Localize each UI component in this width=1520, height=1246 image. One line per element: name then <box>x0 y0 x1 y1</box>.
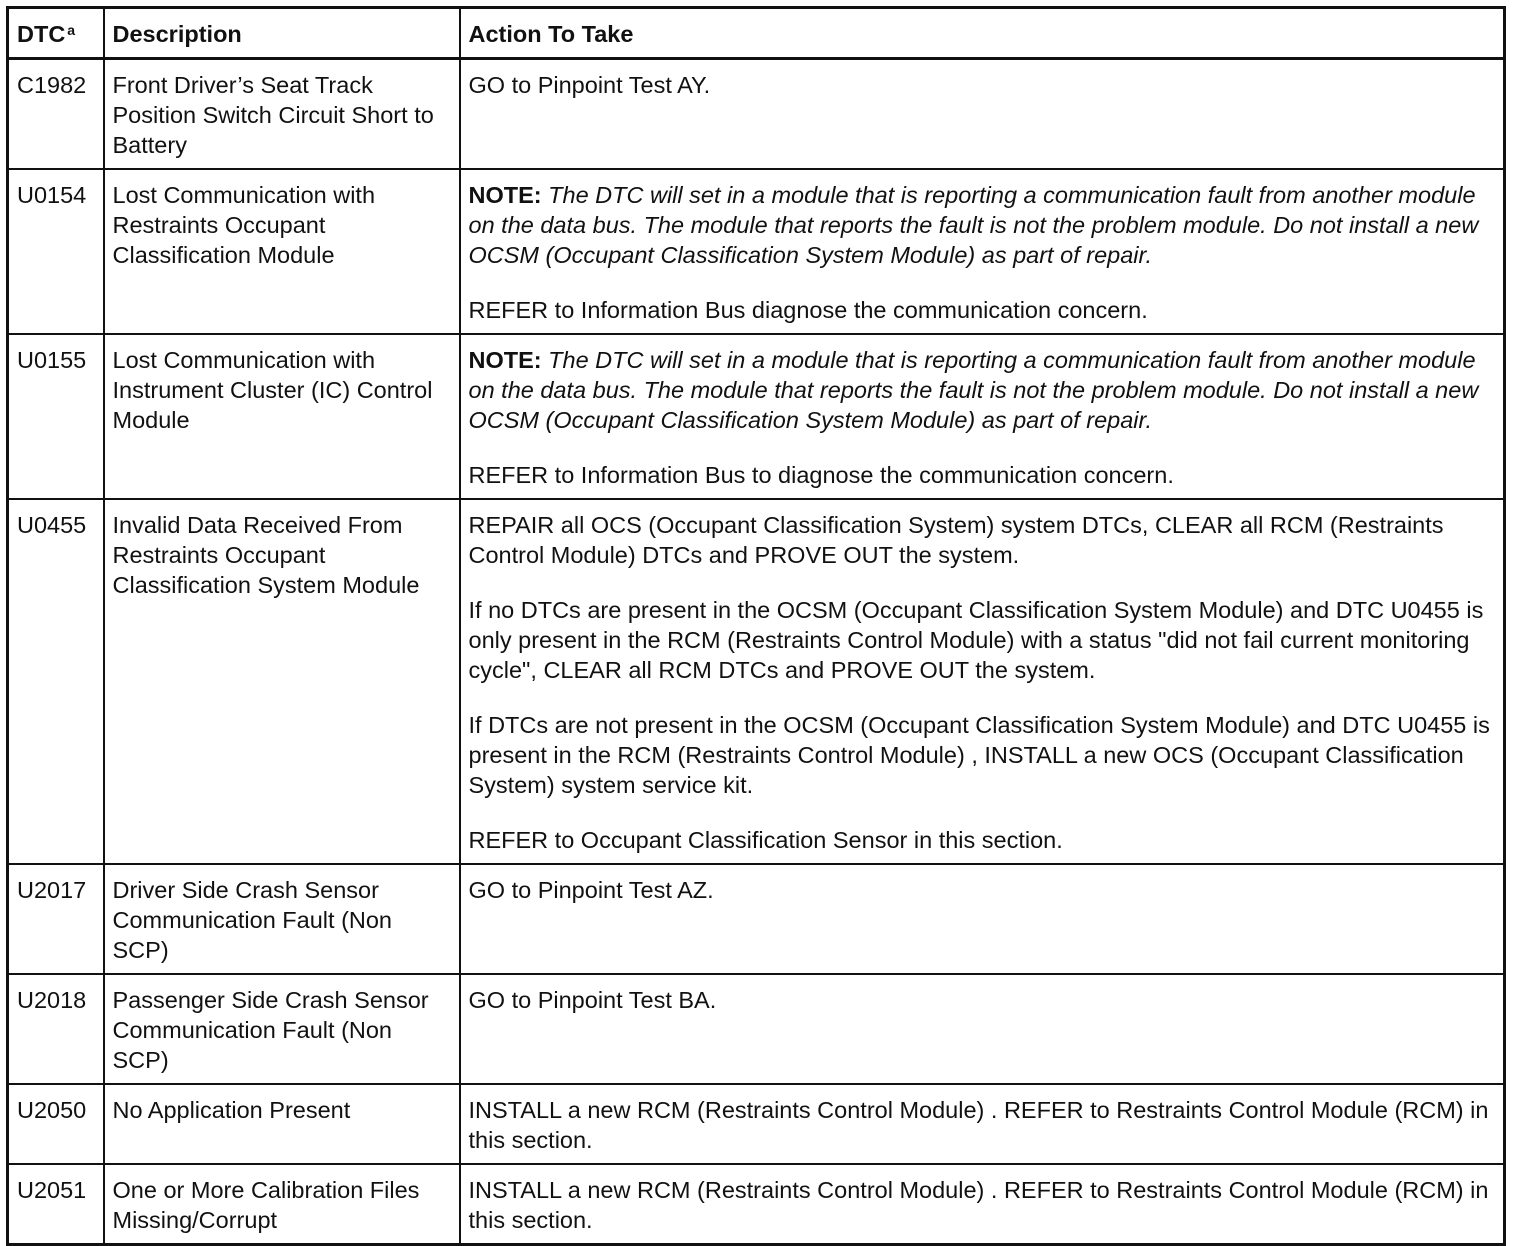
table-row <box>8 1084 1505 1164</box>
note-text: The DTC will set in a module that is reporting a communication fault from another module on the data bus. The module that reports the fault is not the problem module. Do not install a new OCSM (Occupant Classification System Module) as part of repair. <box>468 182 1479 268</box>
note-label: NOTE: <box>468 347 542 373</box>
action-cell <box>460 1084 1505 1164</box>
action-paragraph: INSTALL a new RCM (Restraints Control Module) . REFER to Restraints Control Module (RCM) in this section. <box>468 1097 1489 1153</box>
action-paragraph: REFER to Information Bus diagnose the communication concern. <box>468 297 1148 323</box>
header-description: Description <box>104 8 460 59</box>
dtc-code: C1982 <box>8 59 104 170</box>
dtc-code: U2018 <box>8 974 104 1084</box>
action-paragraph: GO to Pinpoint Test AY. <box>468 72 711 98</box>
table-row <box>8 499 1505 864</box>
action-cell <box>460 59 1505 170</box>
header-row <box>8 8 1505 59</box>
dtc-description: Driver Side Crash Sensor Communication Fault (Non SCP) <box>104 864 460 974</box>
action-paragraph: If no DTCs are present in the OCSM (Occupant Classification System Module) and DTC U0455 is only present in the RCM (Restraints Control Module) with a status "did not fail current monitoring cycle", CLEAR all RCM DTCs and PROVE OUT the system. <box>468 597 1484 683</box>
table-row <box>8 864 1505 974</box>
table-header <box>8 8 1505 59</box>
dtc-code: U0154 <box>8 169 104 334</box>
dtc-description: Front Driver’s Seat Track Position Switch Circuit Short to Battery <box>104 59 460 170</box>
note-text: The DTC will set in a module that is reporting a communication fault from another module on the data bus. The module that reports the fault is not the problem module. Do not install a new OCSM (Occupant Classification System Module) as part of repair. <box>468 347 1479 433</box>
dtc-description: Lost Communication with Restraints Occupant Classification Module <box>104 169 460 334</box>
dtc-code: U0455 <box>8 499 104 864</box>
action-cell <box>460 1164 1505 1245</box>
action-paragraph: GO to Pinpoint Test AZ. <box>468 877 714 903</box>
action-cell <box>460 974 1505 1084</box>
table-row <box>8 169 1505 334</box>
dtc-code: U2050 <box>8 1084 104 1164</box>
header-dtc-label: DTC <box>17 21 66 47</box>
action-paragraph: REPAIR all OCS (Occupant Classification System) system DTCs, CLEAR all RCM (Restraints Control Module) DTCs and PROVE OUT the system. <box>468 512 1444 568</box>
dtc-code: U2017 <box>8 864 104 974</box>
action-paragraph: REFER to Occupant Classification Sensor in this section. <box>468 827 1063 853</box>
action-paragraph: REFER to Information Bus to diagnose the communication concern. <box>468 462 1174 488</box>
action-cell <box>460 334 1505 499</box>
dtc-code: U2051 <box>8 1164 104 1245</box>
table-row <box>8 974 1505 1084</box>
header-dtc-footnote: a <box>67 22 76 38</box>
action-cell <box>460 499 1505 864</box>
dtc-code: U0155 <box>8 334 104 499</box>
dtc-description: One or More Calibration Files Missing/Corrupt <box>104 1164 460 1245</box>
dtc-table <box>6 6 1506 1246</box>
dtc-description: No Application Present <box>104 1084 460 1164</box>
action-paragraph: INSTALL a new RCM (Restraints Control Module) . REFER to Restraints Control Module (RCM) in this section. <box>468 1177 1489 1233</box>
dtc-description: Lost Communication with Instrument Cluster (IC) Control Module <box>104 334 460 499</box>
action-cell <box>460 169 1505 334</box>
dtc-description: Passenger Side Crash Sensor Communication Fault (Non SCP) <box>104 974 460 1084</box>
table-row <box>8 1164 1505 1245</box>
dtc-description: Invalid Data Received From Restraints Occupant Classification System Module <box>104 499 460 864</box>
note-paragraph <box>469 345 1496 435</box>
table-row <box>8 59 1505 170</box>
action-paragraph: GO to Pinpoint Test BA. <box>468 987 717 1013</box>
header-dtc <box>8 8 104 59</box>
header-action: Action To Take <box>460 8 1505 59</box>
table-body <box>8 59 1505 1245</box>
note-paragraph <box>469 180 1496 270</box>
note-label: NOTE: <box>468 182 542 208</box>
action-paragraph: If DTCs are not present in the OCSM (Occupant Classification System Module) and DTC U0455 is present in the RCM (Restraints Control Module) , INSTALL a new OCS (Occupant Classification System) system service kit. <box>468 712 1490 798</box>
table-row <box>8 334 1505 499</box>
action-cell <box>460 864 1505 974</box>
